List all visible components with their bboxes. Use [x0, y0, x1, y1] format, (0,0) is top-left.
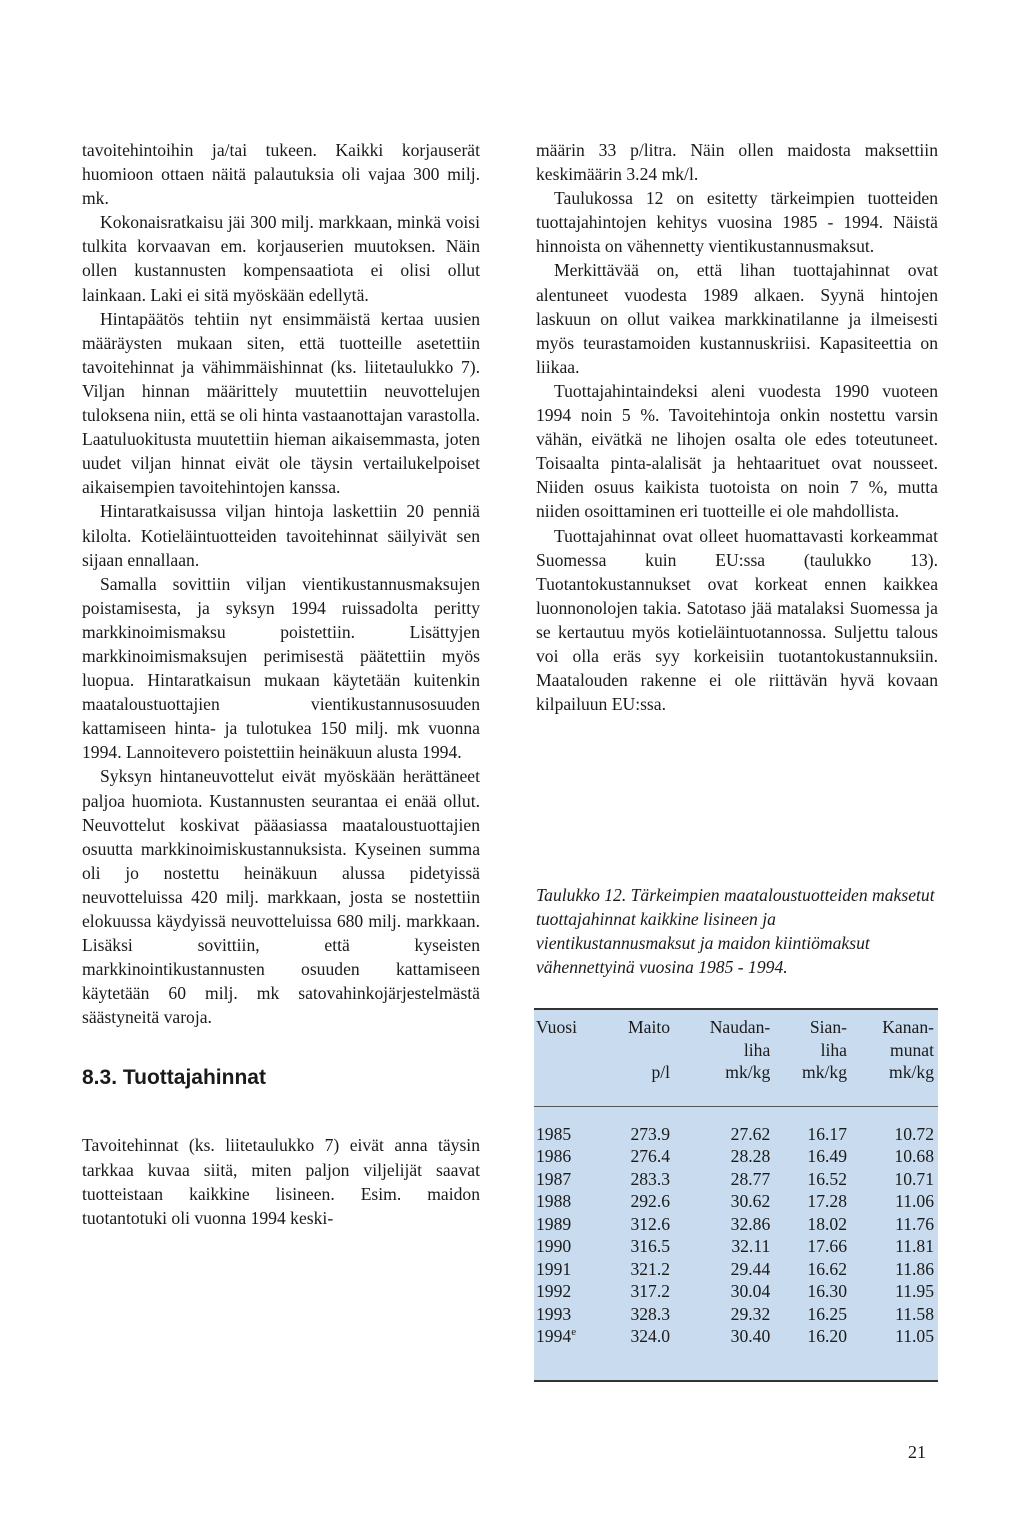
- paragraph: Taulukossa 12 on esitetty tärkeimpien tuotteiden tuottajahintojen kehitys vuosina 1985 - 1994. Näistä hinnoista on vähennetty vientikustannusmaksut.: [536, 188, 938, 257]
- table-body: [534, 1106, 938, 1348]
- value-cell: 321.2: [630, 1258, 671, 1279]
- paragraph: Syksyn hintaneuvottelut eivät myöskään herättäneet paljoa huomiota. Kustannusten seurantaa ei enää ollut. Neuvottelut koskivat pääasiassa maataloustuottajien osuutta markkinoimiskustannuksista. Kyseinen summa oli jo nostettu heinäkuun alussa pidetyissä neuvotteluissa 420 milj. markkaan, josta se nostettiin elokuussa käydyissä neuvotteluissa 680 milj. markkaan. Lisäksi sovittiin, että kyseisten markkinointikustannusten osuuden kattamiseen käytetään 60 milj. mk satovahinkojärjestelmästä säästyneitä varoja.: [82, 766, 480, 1028]
- value-cell: 11.58: [895, 1303, 934, 1324]
- table-row: [534, 1168, 938, 1191]
- value-cell: 28.28: [730, 1146, 771, 1166]
- table-row: [534, 1190, 938, 1213]
- year-cell: 1992: [536, 1281, 572, 1301]
- year-cell: 1993: [536, 1303, 572, 1324]
- producer-price-table: [534, 1010, 938, 1348]
- value-cell: 11.95: [895, 1281, 934, 1301]
- year-cell: 1989: [536, 1213, 572, 1234]
- value-cell: 11.86: [895, 1258, 934, 1279]
- value-cell: 11.76: [895, 1213, 934, 1234]
- value-cell: 30.04: [730, 1281, 771, 1301]
- year-cell: 1991: [536, 1258, 572, 1279]
- value-cell: 11.06: [895, 1191, 934, 1211]
- value-cell: 16.20: [807, 1326, 847, 1346]
- table-row: [534, 1106, 938, 1145]
- value-cell: 11.81: [895, 1236, 934, 1256]
- paragraph: tavoitehintoihin ja/tai tukeen. Kaikki korjauserät huomioon ottaen näitä palautuksia oli vajaa 300 milj. mk.: [82, 140, 480, 209]
- year-cell: 1985: [536, 1123, 572, 1144]
- column-header-eggs: Kanan- munat: [882, 1017, 934, 1060]
- table-row: [534, 1145, 938, 1168]
- value-cell: 10.71: [894, 1168, 934, 1189]
- value-cell: 30.40: [730, 1326, 771, 1346]
- table-row: [534, 1325, 938, 1348]
- value-cell: 29.44: [730, 1258, 771, 1279]
- paragraph: Merkittävää on, että lihan tuottajahinnat ovat alentuneet vuodesta 1989 alkaen. Syynä hintojen laskuun on ollut vaikea markkinatilanne ja ilmeisesti myös teurastamoiden kustannuskriisi. Kapasiteettia on liikaa.: [536, 260, 938, 377]
- value-cell: 17.28: [807, 1191, 847, 1211]
- paragraph: Tuottajahintaindeksi aleni vuodesta 1990 vuoteen 1994 noin 5 %. Tavoitehintoja onkin nostettu varsin vähän, eivätkä ne lihojen osalta ole edes toteutuneet. Toisaalta pinta-alalisät ja hehtaarituet ovat nousseet. Niiden osuus kaikista tuotoista on noin 7 %, mutta niiden osoittaminen eri tuotteille ei ole mahdollista.: [536, 380, 938, 522]
- column-header-pork: Sian- liha: [809, 1017, 847, 1060]
- value-cell: 328.3: [630, 1303, 671, 1324]
- value-cell: 17.66: [807, 1236, 847, 1256]
- year-cell: 1990: [536, 1236, 572, 1256]
- paragraph: Tuottajahinnat ovat olleet huomattavasti korkeammat Suomessa kuin EU:ssa (taulukko 13). Tuotantokustannukset ovat korkeat ennen kaikkea luonnonolojen takia. Satotaso jää matalaksi Suomessa ja se kertautuu myös kotieläintuotannossa. Suljettu talous voi olla eräs syy korkeisiin tuotantokustannuksiin. Maatalouden rakenne ei ole riittävän hyvä kovaan kilpailuun EU:ssa.: [536, 525, 938, 715]
- section-heading: 8.3. Tuottajahinnat: [82, 1066, 266, 1090]
- value-cell: 11.05: [895, 1326, 934, 1346]
- value-cell: 16.52: [807, 1168, 847, 1189]
- value-cell: 276.4: [630, 1146, 671, 1166]
- price-table-container: [534, 1008, 938, 1382]
- value-cell: 16.62: [807, 1258, 847, 1279]
- right-column: [536, 138, 938, 716]
- value-cell: 28.77: [730, 1168, 771, 1189]
- paragraph: Kokonaisratkaisu jäi 300 milj. markkaan, minkä voisi tulkita korvaavan em. korjauserien muutoksen. Näin ollen kustannusten kompensaatiota ei olisi ollut lainkaan. Laki ei sitä myöskään edellytä.: [82, 212, 480, 305]
- value-cell: 273.9: [630, 1123, 671, 1144]
- year-cell: 1987: [536, 1168, 572, 1189]
- left-column: [82, 138, 480, 1230]
- column-header-beef: Naudan- liha: [709, 1017, 771, 1060]
- value-cell: 317.2: [630, 1281, 671, 1301]
- table-row: [534, 1235, 938, 1258]
- unit-cell: p/l: [602, 1061, 674, 1106]
- value-cell: 30.62: [730, 1191, 771, 1211]
- table-row: [534, 1258, 938, 1281]
- value-cell: 292.6: [630, 1191, 671, 1211]
- table-row: [534, 1213, 938, 1236]
- value-cell: 16.17: [807, 1123, 847, 1144]
- year-cell: 1988: [536, 1191, 572, 1211]
- value-cell: 29.32: [730, 1303, 771, 1324]
- unit-cell: mk/kg: [851, 1061, 938, 1106]
- value-cell: 32.86: [730, 1213, 771, 1234]
- page-number: 21: [908, 1442, 926, 1462]
- paragraph: Hintaratkaisussa viljan hintoja laskettiin 20 penniä kilolta. Kotieläintuotteiden tavoitehinnat säilyivät sen sijaan ennallaan.: [82, 501, 480, 570]
- value-cell: 312.6: [630, 1213, 671, 1234]
- column-header-milk: Maito: [628, 1017, 671, 1037]
- value-cell: 324.0: [630, 1326, 671, 1346]
- unit-cell: mk/kg: [674, 1061, 774, 1106]
- value-cell: 16.30: [807, 1281, 847, 1301]
- value-cell: 32.11: [731, 1236, 771, 1256]
- estimate-superscript: e: [571, 1326, 577, 1339]
- year-cell: 1986: [536, 1146, 572, 1166]
- year-cell: 1994e: [536, 1326, 577, 1346]
- unit-cell: [534, 1061, 602, 1106]
- paragraph: Tavoitehinnat (ks. liitetaulukko 7) eivät anna täysin tarkkaa kuvaa siitä, miten paljon viljelijät saavat tuotteistaan kaikkine lisineen. Esim. maidon tuotantotuki oli vuonna 1994 keski-: [82, 1135, 480, 1228]
- table-units-row: [534, 1061, 938, 1106]
- column-header-year: Vuosi: [536, 1017, 577, 1037]
- value-cell: 16.49: [807, 1146, 847, 1166]
- table-caption: [536, 883, 938, 979]
- paragraph: määrin 33 p/litra. Näin ollen maidosta maksettiin keskimäärin 3.24 mk/l.: [536, 140, 938, 185]
- caption-text: Taulukko 12. Tärkeimpien maataloustuotteiden maksetut tuottajahinnat kaikkine lisineen ja vientikustannusmaksut ja maidon kiintiömaksut vähennettyinä vuosina 1985 - 1994.: [536, 885, 935, 978]
- value-cell: 316.5: [630, 1236, 671, 1256]
- table-row: [534, 1280, 938, 1303]
- value-cell: 16.25: [807, 1303, 847, 1324]
- value-cell: 10.72: [894, 1123, 934, 1144]
- paragraph: Samalla sovittiin viljan vientikustannusmaksujen poistamisesta, ja syksyn 1994 ruissadolta peritty markkinoimismaksu poistettiin. Lisättyjen markkinoimismaksujen perimisestä päätettiin myös luopua. Hintaratkaisun mukaan käytetään kuitenkin maataloustuottajien vientikustannusosuuden kattamiseen hinta- ja tulotukea 150 milj. mk vuonna 1994. Lannoitevero poistettiin heinäkuun alusta 1994.: [82, 573, 480, 763]
- value-cell: 10.68: [894, 1146, 934, 1166]
- table-row: [534, 1303, 938, 1326]
- table-header-row: [534, 1010, 938, 1061]
- value-cell: 283.3: [630, 1168, 671, 1189]
- value-cell: 27.62: [730, 1123, 771, 1144]
- paragraph: Hintapäätös tehtiin nyt ensimmäistä kertaa uusien määräysten mukaan siten, että tuotteille asetettiin tavoitehinnat ja vähimmäishinnat (ks. liitetaulukko 7). Viljan hinnan määrittely muutettiin neuvottelujen tuloksena niin, että se oli hinta vastaanottajan varastolla. Laatuluokitusta muutettiin hieman aikaisemmasta, joten uudet viljan hinnat eivät ole täysin vertailukelpoiset aikaisempien tavoitehintojen kanssa.: [82, 308, 480, 498]
- unit-cell: mk/kg: [774, 1061, 851, 1106]
- value-cell: 18.02: [807, 1213, 847, 1234]
